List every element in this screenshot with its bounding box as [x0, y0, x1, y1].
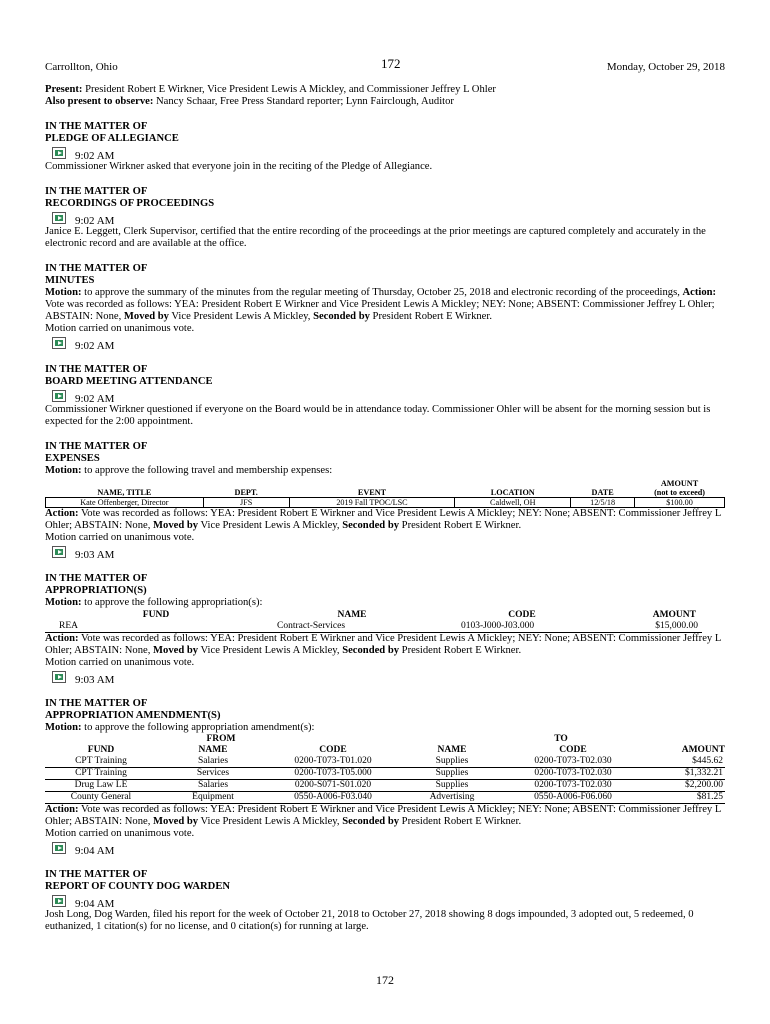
- action-label: Action:: [45, 633, 79, 644]
- motion-label: Motion:: [45, 287, 82, 298]
- table-cell: $81.25: [639, 792, 725, 804]
- moved-label: Moved by: [153, 645, 199, 656]
- motion-carried: Motion carried on unanimous vote.: [45, 532, 195, 543]
- table-cell: 0200-T073-T05.000: [269, 768, 397, 780]
- table-cell: 0200-S071-S01.020: [269, 780, 397, 792]
- table-row: [45, 621, 702, 633]
- table-cell: $1,332.21: [639, 768, 725, 780]
- seconded-label: Seconded by: [313, 311, 370, 322]
- moved-text: Vice President Lewis A Mickley,: [200, 645, 340, 656]
- column-header: NAME: [337, 610, 367, 620]
- table-cell: 0550-A006-F03.040: [269, 792, 397, 804]
- observe-label: Also present to observe:: [45, 96, 154, 107]
- action-label: Action:: [45, 508, 79, 519]
- table-header-row: [45, 745, 725, 756]
- moved-label: Moved by: [153, 816, 199, 827]
- section-body: Commissioner Wirkner questioned if everyone on the Board would be in attendance today. Commissioner Ohler will be absent for the morning session but is expected for the 2:00 appointment.: [45, 404, 711, 427]
- table-cell: 0200-T073-T02.030: [507, 780, 639, 792]
- audio-recording-icon[interactable]: [52, 546, 66, 558]
- table-cell: REA: [45, 621, 267, 633]
- moved-text: Vice President Lewis A Mickley,: [200, 520, 340, 531]
- section-title: APPROPRIATION(S): [45, 585, 147, 596]
- table-row: [45, 768, 725, 780]
- audio-recording-icon[interactable]: [52, 895, 66, 907]
- moved-label: Moved by: [123, 311, 169, 322]
- timestamp: 9:02 AM: [75, 393, 115, 405]
- column-header: AMOUNT: [681, 745, 725, 755]
- table-cell: JFS: [203, 498, 289, 508]
- amendments-table: [45, 734, 725, 804]
- column-header: NAME: [437, 745, 467, 755]
- table-cell: $445.62: [639, 756, 725, 768]
- column-header: FUND: [87, 745, 115, 755]
- table-cell: $100.00: [635, 498, 725, 508]
- section-heading: IN THE MATTER OF: [45, 698, 148, 709]
- section-body: Commissioner Wirkner asked that everyone join in the reciting of the Pledge of Allegiance.: [45, 161, 433, 172]
- section-heading: IN THE MATTER OF: [45, 364, 148, 375]
- column-header: [635, 479, 725, 498]
- seconded-label: Seconded by: [342, 520, 400, 531]
- section-title: PLEDGE OF ALLEGIANCE: [45, 133, 179, 144]
- seconded-text: President Robert E Wirkner.: [401, 816, 522, 827]
- table-cell: Salaries: [157, 756, 269, 768]
- audio-recording-icon[interactable]: [52, 842, 66, 854]
- section-heading: IN THE MATTER OF: [45, 441, 148, 452]
- table-cell: 2019 Fall TPOC/LSC: [289, 498, 455, 508]
- motion-text: to approve the summary of the minutes from the regular meeting of Thursday, October 25, 2018 and electronic recording of the proceedings,: [84, 287, 680, 298]
- column-header: CODE: [559, 745, 587, 755]
- section-body: Janice E. Leggett, Clerk Supervisor, certified that the entire recording of the proceedings at the prior meetings are captured completely and accurately in the electronic record and are available at the office.: [45, 226, 706, 249]
- section-minutes: [45, 263, 725, 351]
- table-cell: Services: [157, 768, 269, 780]
- audio-recording-icon[interactable]: [52, 390, 66, 402]
- table-row: [46, 498, 725, 508]
- timestamp: 9:03 AM: [75, 549, 115, 561]
- section-title: APPROPRIATION AMENDMENT(S): [45, 710, 221, 721]
- seconded-text: President Robert E Wirkner.: [372, 311, 492, 322]
- page-footer-number: 172: [376, 973, 394, 987]
- motion-paragraph: [45, 287, 725, 323]
- motion-text: to approve the following travel and membership expenses:: [84, 465, 333, 476]
- timestamp: 9:02 AM: [75, 340, 115, 352]
- table-cell: 0550-A006-F06.060: [507, 792, 639, 804]
- header-date: Monday, October 29, 2018: [606, 61, 725, 73]
- table-header-row: [46, 479, 725, 498]
- column-header: FUND: [142, 610, 170, 620]
- table-cell: Supplies: [397, 780, 507, 792]
- motion-label: Motion:: [45, 597, 82, 608]
- action-text: Vote was recorded as follows: YEA: President Robert E Wirkner and Vice President Lewis A Mickley; NEY: None; ABSENT: Commissioner Jeffrey L Ohler; ABSTAIN: None,: [45, 633, 721, 656]
- section-title: RECORDINGS OF PROCEEDINGS: [45, 198, 215, 209]
- moved-text: Vice President Lewis A Mickley,: [171, 311, 311, 322]
- audio-recording-icon[interactable]: [52, 337, 66, 349]
- action-label: Action:: [682, 287, 717, 298]
- table-group-header-row: [45, 734, 725, 745]
- audio-recording-icon[interactable]: [52, 147, 66, 159]
- section-heading: IN THE MATTER OF: [45, 186, 148, 197]
- table-cell: Contract-Services: [267, 621, 437, 633]
- section-heading: IN THE MATTER OF: [45, 263, 148, 274]
- table-cell: 0103-J000-J03.000: [437, 621, 607, 633]
- motion-carried: Motion carried on unanimous vote.: [45, 323, 195, 334]
- section-title: BOARD MEETING ATTENDANCE: [45, 376, 213, 387]
- timestamp: 9:02 AM: [75, 215, 115, 227]
- motion-paragraph: [45, 597, 725, 609]
- header-page-number: 172: [381, 56, 401, 71]
- motion-text: to approve the following appropriation amendment(s):: [84, 722, 315, 733]
- section-expenses: [45, 441, 725, 560]
- action-paragraph: [45, 804, 725, 828]
- motion-paragraph: [45, 465, 725, 477]
- section-pledge: [45, 121, 725, 173]
- motion-carried: Motion carried on unanimous vote.: [45, 828, 195, 839]
- column-header: DATE: [591, 488, 614, 497]
- table-cell: Salaries: [157, 780, 269, 792]
- table-cell: Supplies: [397, 768, 507, 780]
- table-cell: 12/5/18: [571, 498, 635, 508]
- table-cell: $2,200.00: [639, 780, 725, 792]
- amount-subheader: (not to exceed): [654, 488, 705, 497]
- section-title: REPORT OF COUNTY DOG WARDEN: [45, 881, 231, 892]
- section-heading: IN THE MATTER OF: [45, 121, 148, 132]
- expenses-table: [45, 479, 725, 508]
- motion-text: to approve the following appropriation(s):: [84, 597, 263, 608]
- from-group-header: FROM: [206, 734, 236, 744]
- table-cell: CPT Training: [45, 756, 157, 768]
- table-cell: 0200-T073-T01.020: [269, 756, 397, 768]
- timestamp: 9:03 AM: [75, 674, 115, 686]
- section-heading: IN THE MATTER OF: [45, 869, 148, 880]
- column-header: LOCATION: [490, 488, 535, 497]
- table-cell: Equipment: [157, 792, 269, 804]
- table-row: [45, 792, 725, 804]
- section-title: MINUTES: [45, 275, 95, 286]
- column-header: DEPT.: [234, 488, 258, 497]
- action-paragraph: [45, 508, 725, 532]
- motion-label: Motion:: [45, 465, 82, 476]
- table-cell: CPT Training: [45, 768, 157, 780]
- timestamp: 9:04 AM: [75, 898, 115, 910]
- timestamp: 9:02 AM: [75, 150, 115, 162]
- table-cell: County General: [45, 792, 157, 804]
- action-text: Vote was recorded as follows: YEA: President Robert E Wirkner and Vice President Lewis A Mickley; NEY: None; ABSENT: Commissioner Jeffrey L Ohler; ABSTAIN: None,: [45, 508, 721, 531]
- section-dog-warden: [45, 869, 725, 933]
- timestamp: 9:04 AM: [75, 845, 115, 857]
- attendance-list: [45, 84, 725, 108]
- table-cell: Caldwell, OH: [455, 498, 571, 508]
- table-cell: Supplies: [397, 756, 507, 768]
- column-header: CODE: [508, 610, 536, 620]
- moved-label: Moved by: [153, 520, 199, 531]
- to-group-header: TO: [554, 734, 568, 744]
- motion-label: Motion:: [45, 722, 82, 733]
- column-header: NAME, TITLE: [97, 488, 152, 497]
- page-header: [45, 58, 725, 74]
- seconded-text: President Robert E Wirkner.: [401, 520, 522, 531]
- column-header: EVENT: [357, 488, 387, 497]
- table-header-row: [45, 610, 702, 621]
- table-cell: Advertising: [397, 792, 507, 804]
- amount-header: AMOUNT: [660, 479, 699, 488]
- present-label: Present:: [45, 84, 83, 95]
- seconded-label: Seconded by: [342, 816, 400, 827]
- section-title: EXPENSES: [45, 453, 100, 464]
- table-cell: $15,000.00: [607, 621, 702, 633]
- action-text: Vote was recorded as follows: YEA: President Robert E Wirkner and Vice President Lewis A Mickley; NEY: None; ABSENT: Commissioner Jeffrey L Ohler; ABSTAIN: None,: [45, 804, 721, 827]
- section-attendance: [45, 364, 725, 428]
- table-cell: Drug Law LE: [45, 780, 157, 792]
- section-amendments: [45, 698, 725, 856]
- column-header: NAME: [198, 745, 228, 755]
- minutes-page: [45, 58, 725, 933]
- moved-text: Vice President Lewis A Mickley,: [200, 816, 340, 827]
- section-body: Josh Long, Dog Warden, filed his report for the week of October 21, 2018 to October 27, 2018 showing 8 dogs impounded, 3 adopted out, 5 redeemed, 0 euthanized, 1 citation(s) for no license, and 0 citation(s) for running at large.: [45, 909, 694, 932]
- audio-recording-icon[interactable]: [52, 671, 66, 683]
- audio-recording-icon[interactable]: [52, 212, 66, 224]
- appropriations-table: [45, 610, 702, 633]
- present-text: President Robert E Wirkner, Vice President Lewis A Mickley, and Commissioner Jeffrey L Ohler: [85, 84, 496, 95]
- motion-carried: Motion carried on unanimous vote.: [45, 657, 195, 668]
- section-recordings: [45, 186, 725, 250]
- table-cell: 0200-T073-T02.030: [507, 756, 639, 768]
- observe-text: Nancy Schaar, Free Press Standard reporter; Lynn Fairclough, Auditor: [156, 96, 454, 107]
- header-location: Carrollton, Ohio: [45, 61, 118, 73]
- section-heading: IN THE MATTER OF: [45, 573, 148, 584]
- column-header: CODE: [319, 745, 347, 755]
- section-appropriations: [45, 573, 725, 685]
- seconded-text: President Robert E Wirkner.: [401, 645, 522, 656]
- action-text: Vote was recorded as follows: YEA: President Robert E Wirkner and Vice President Lewis A Mickley; NEY: None; ABSENT: Commissioner Jeffrey L Ohler; ABSTAIN: None,: [45, 299, 715, 322]
- table-row: [45, 756, 725, 768]
- seconded-label: Seconded by: [342, 645, 400, 656]
- table-cell: Kate Offenberger, Director: [46, 498, 204, 508]
- table-row: [45, 780, 725, 792]
- action-paragraph: [45, 633, 725, 657]
- table-cell: 0200-T073-T02.030: [507, 768, 639, 780]
- motion-paragraph: [45, 722, 725, 734]
- column-header: AMOUNT: [652, 610, 696, 620]
- action-label: Action:: [45, 804, 79, 815]
